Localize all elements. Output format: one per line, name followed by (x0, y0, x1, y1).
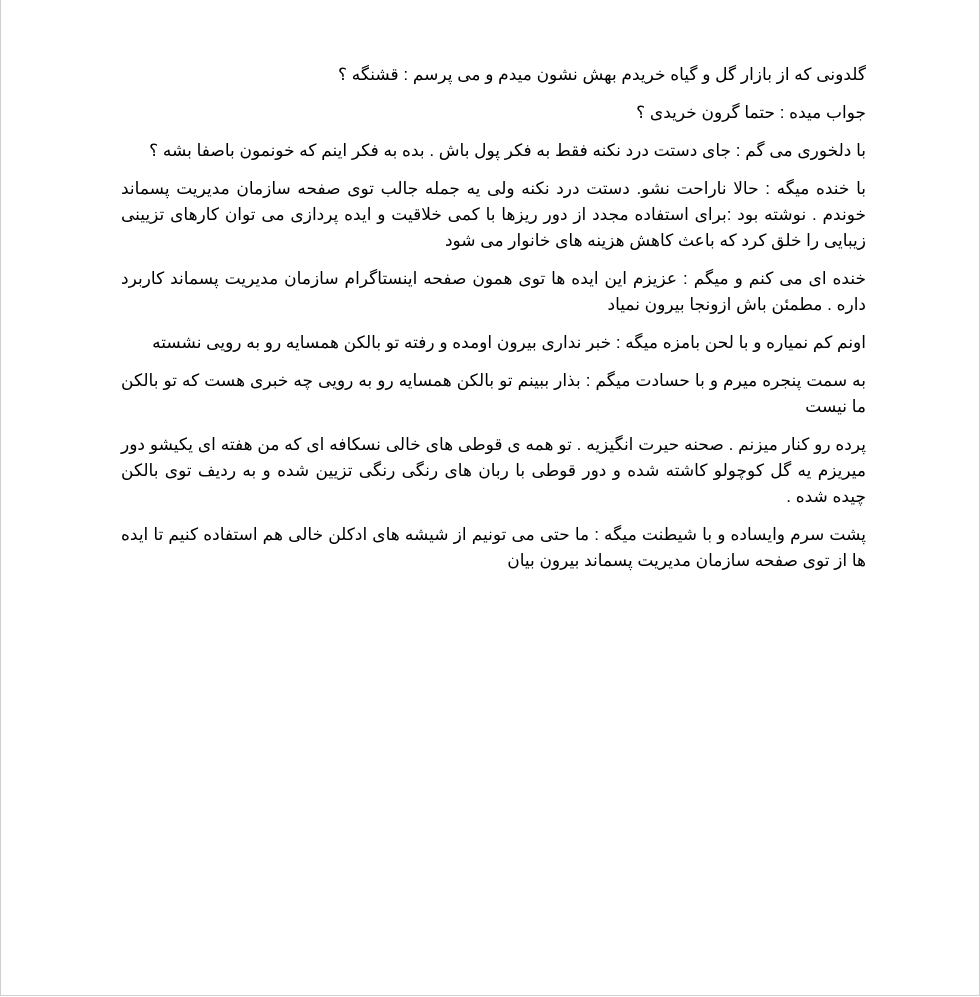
paragraph-7: به سمت پنجره میرم و با حسادت میگم : بذار ببینم تو بالکن همسایه رو به رویی چه خبری هست که تو بالکن ما نیست (121, 371, 866, 416)
paragraph-1: گلدونی که از بازار گل و گیاه خریدم بهش نشون میدم و می پرسم : قشنگه ؟ (338, 65, 866, 84)
document-body (121, 62, 866, 586)
paragraph-2: جواب میده : حتما گرون خریدی ؟ (636, 103, 866, 122)
paragraph-8: پرده رو کنار میزنم . صحنه حیرت انگیزیه . تو همه ی قوطی های خالی نسکافه ای که من هفته ای یکیشو دور میریزم یه گل کوچولو کاشته شده و دور قوطی با ربان های رنگی رنگی تزیین شده و به ردیف توی بالکن چیده شده . (121, 435, 866, 506)
paragraph-5: خنده ای می کنم و میگم : عزیزم این ایده ها توی همون صفحه اینستاگرام سازمان مدیریت پسماند کاربرد داره . مطمئن باش ازونجا بیرون نمیاد (121, 269, 866, 314)
paragraph-4: با خنده میگه : حالا ناراحت نشو. دستت درد نکنه ولی یه جمله جالب توی صفحه سازمان مدیریت پسماند خوندم . نوشته بود :برای استفاده مجدد از دور ریزها با کمی خلاقیت و ایده پردازی می توان کارهای تزیینی زیبایی را خلق کرد که باعث کاهش هزینه های خانوار می شود (121, 179, 866, 250)
paragraph-9: پشت سرم وایساده و با شیطنت میگه : ما حتی می تونیم از شیشه های ادکلن خالی هم استفاده کنیم تا ایده ها از توی صفحه سازمان مدیریت پسماند بیرون بیان (121, 525, 866, 570)
paragraph-3: با دلخوری می گم : جای دستت درد نکنه فقط به فکر پول باش . بده به فکر اینم که خونمون باصفا بشه ؟ (149, 141, 866, 160)
paragraph-6: اونم کم نمیاره و با لحن بامزه میگه : خبر نداری بیرون اومده و رفته تو بالکن همسایه رو به رویی نشسته (152, 333, 866, 352)
